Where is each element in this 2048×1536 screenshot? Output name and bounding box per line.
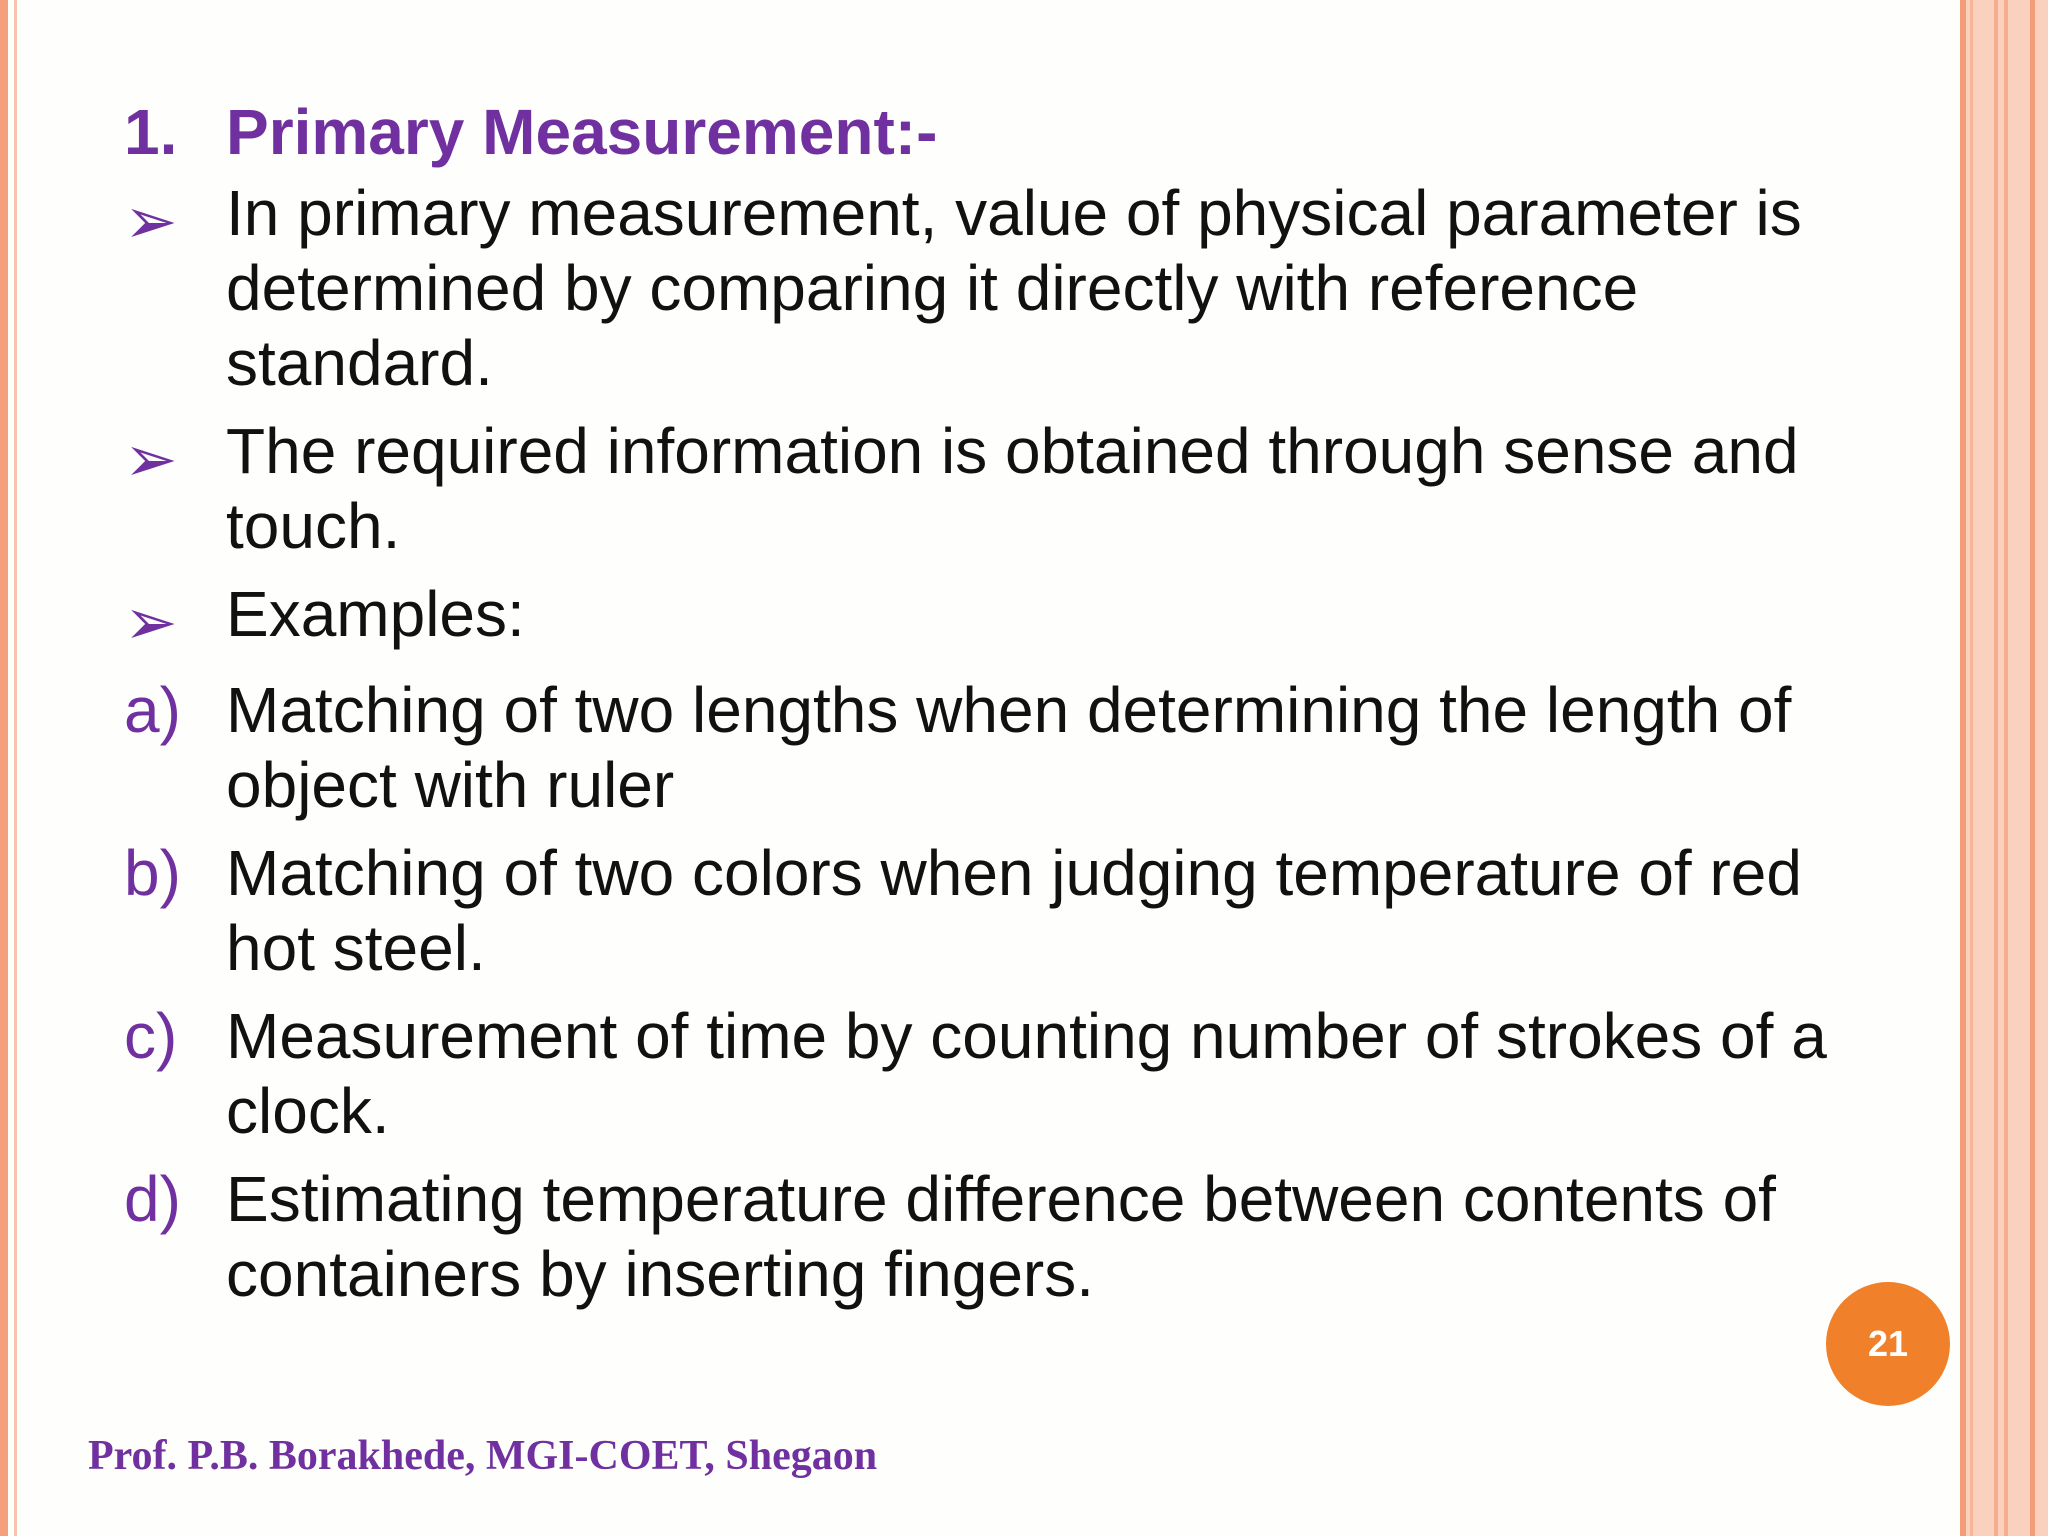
bullet-item <box>124 577 1904 660</box>
bullet-text: In primary measurement, value of physical parameter is determined by comparing it directly with reference standard. <box>226 177 1802 399</box>
bullet-item <box>124 176 1904 401</box>
heading-number: 1. <box>124 96 178 168</box>
arrow-bullet-icon: ➢ <box>124 423 178 495</box>
example-text: Matching of two lengths when determining the length of object with ruler <box>226 674 1792 821</box>
example-letter: c) <box>124 1000 178 1072</box>
left-border-line <box>14 0 17 1536</box>
bullet-text: The required information is obtained through sense and touch. <box>226 415 1799 562</box>
example-item <box>124 836 1904 986</box>
left-border-stripe <box>0 0 8 1536</box>
bullet-text: Examples: <box>226 578 525 650</box>
right-border-line <box>1960 0 1966 1536</box>
right-border-line <box>2004 0 2008 1536</box>
right-border-line <box>1994 0 1998 1536</box>
right-border-line <box>2030 0 2035 1536</box>
example-text: Estimating temperature difference between contents of containers by inserting fingers. <box>226 1163 1776 1310</box>
right-border-line <box>1970 0 1973 1536</box>
footer-credit: Prof. P.B. Borakhede, MGI-COET, Shegaon <box>88 1433 878 1479</box>
page-number-badge: 21 <box>1826 1282 1950 1406</box>
example-letter: a) <box>124 674 181 746</box>
example-text: Measurement of time by counting number of strokes of a clock. <box>226 1000 1827 1147</box>
example-letter: d) <box>124 1163 181 1235</box>
example-item <box>124 1162 1904 1312</box>
example-letter: b) <box>124 837 181 909</box>
example-text: Matching of two colors when judging temperature of red hot steel. <box>226 837 1802 984</box>
bullet-item <box>124 414 1904 564</box>
section-heading <box>124 92 1904 172</box>
heading-title: Primary Measurement:- <box>226 96 938 168</box>
example-item <box>124 673 1904 823</box>
slide-content <box>124 92 1904 1325</box>
example-item <box>124 999 1904 1149</box>
arrow-bullet-icon: ➢ <box>124 586 178 658</box>
arrow-bullet-icon: ➢ <box>124 185 178 257</box>
